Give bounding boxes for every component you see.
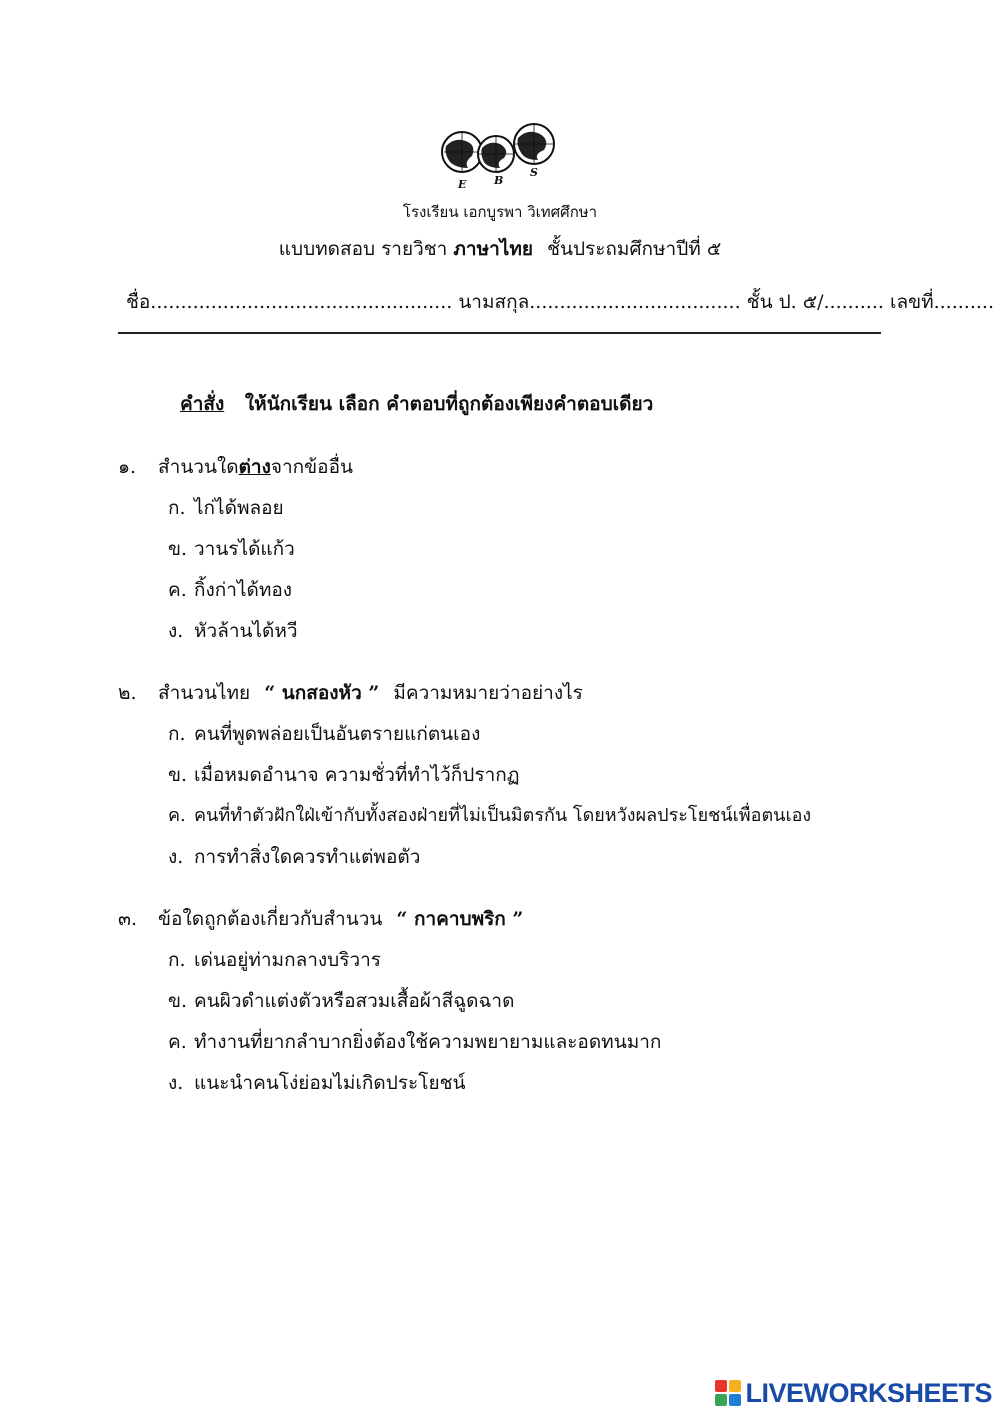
brand-name: LIVEWORKSHEETS: [745, 1377, 992, 1408]
school-logo: [438, 122, 560, 192]
question-1-option-b[interactable]: [168, 534, 295, 564]
question-2-option-c[interactable]: [168, 800, 811, 829]
question-2: [118, 678, 583, 708]
question-3: [118, 904, 523, 934]
option-text: การทำสิ่งใดควรทำแต่พอตัว: [194, 846, 421, 868]
option-text: คนผิวดำแต่งตัวหรือสวมเสื้อผ้าสีฉูดฉาด: [194, 990, 515, 1012]
logo-square-blue: [729, 1394, 741, 1406]
instruction-label: คำสั่ง: [180, 393, 225, 415]
option-text: ไก่ได้พลอย: [194, 497, 284, 519]
question-2-option-d[interactable]: [168, 842, 420, 872]
question-1-option-c[interactable]: [168, 575, 292, 605]
liveworksheets-brand[interactable]: [715, 1378, 992, 1408]
question-1-option-d[interactable]: [168, 616, 298, 646]
option-mark: ข.: [168, 990, 188, 1012]
option-mark: ง.: [168, 1072, 184, 1094]
instruction-text: ให้นักเรียน เลือก คำตอบที่ถูกต้องเพียงคำตอบเดียว: [244, 393, 654, 415]
question-number: ๑.: [118, 456, 137, 478]
question-emphasis: “ กาคาบพริก ”: [396, 908, 524, 930]
school-name: โรงเรียน เอกบูรพา วิเทศศึกษา: [402, 203, 598, 221]
question-3-option-d[interactable]: [168, 1068, 465, 1098]
header-divider: [118, 332, 881, 334]
question-number: ๓.: [118, 908, 138, 930]
logo-square-red: [715, 1380, 727, 1392]
option-text: หัวล้านได้หวี: [194, 620, 298, 642]
option-text: ทำงานที่ยากลำบากยิ่งต้องใช้ความพยายามและอดทนมาก: [194, 1031, 662, 1053]
question-emphasis: “ นกสองหัว ”: [264, 682, 380, 704]
option-text: เมื่อหมดอำนาจ ความชั่วที่ทำไว้ก็ปรากฏ: [194, 764, 520, 786]
option-mark: ก.: [168, 497, 186, 519]
logo-letter-s: S: [530, 166, 538, 179]
question-2-option-a[interactable]: [168, 719, 480, 749]
question-text: สำนวนใด: [158, 456, 239, 478]
question-text-end: มีความหมายว่าอย่างไร: [393, 682, 583, 704]
logo-letter-e: E: [458, 178, 467, 191]
question-text: ข้อใดถูกต้องเกี่ยวกับสำนวน: [158, 908, 383, 930]
option-mark: ค.: [168, 1031, 187, 1053]
option-mark: ก.: [168, 723, 186, 745]
question-3-option-b[interactable]: [168, 986, 514, 1016]
student-info-fields: ชื่อ.................................................. นามสกุล................................... ชั้น ป. ๕/.......... เลขที่..........: [126, 291, 994, 313]
question-text-end: จากข้ออื่น: [270, 456, 353, 478]
globe-icon: [442, 132, 482, 172]
option-text: แนะนำคนโง่ย่อมไม่เกิดประโยชน์: [194, 1072, 466, 1094]
question-3-option-c[interactable]: [168, 1027, 661, 1057]
question-1: [118, 452, 353, 482]
test-title: [0, 234, 1000, 264]
logo-letter-b: B: [494, 174, 504, 187]
logo-square-green: [715, 1394, 727, 1406]
globe-icon: [478, 136, 514, 172]
liveworksheets-logo-icon: [715, 1380, 741, 1406]
option-text: กิ้งก่าได้ทอง: [194, 579, 293, 601]
question-1-option-a[interactable]: [168, 493, 284, 523]
question-emphasis: ต่าง: [238, 456, 271, 478]
option-mark: ง.: [168, 620, 184, 642]
option-mark: ก.: [168, 949, 186, 971]
grade-level: ชั้นประถมศึกษาปีที่ ๕: [547, 238, 722, 260]
option-text: วานรได้แก้ว: [194, 538, 295, 560]
logo-square-yellow: [729, 1380, 741, 1392]
instruction: [180, 389, 653, 419]
question-text: สำนวนไทย: [158, 682, 251, 704]
question-number: ๒.: [118, 682, 137, 704]
option-mark: ข.: [168, 764, 188, 786]
question-2-option-b[interactable]: [168, 760, 520, 790]
option-text: เด่นอยู่ท่ามกลางบริวาร: [194, 949, 381, 971]
option-mark: ค.: [168, 805, 186, 826]
globe-icon: [514, 124, 554, 164]
option-text: คนที่ทำตัวฝักใฝ่เข้ากับทั้งสองฝ่ายที่ไม่เป็นมิตรกัน โดยหวังผลประโยชน์เพื่อตนเอง: [194, 805, 812, 826]
option-mark: ง.: [168, 846, 184, 868]
option-text: คนที่พูดพล่อยเป็นอันตรายแก่ตนเอง: [194, 723, 481, 745]
option-mark: ค.: [168, 579, 187, 601]
option-mark: ข.: [168, 538, 188, 560]
subject-name: ภาษาไทย: [453, 238, 534, 260]
question-3-option-a[interactable]: [168, 945, 381, 975]
test-prefix: แบบทดสอบ รายวิชา: [278, 238, 448, 260]
